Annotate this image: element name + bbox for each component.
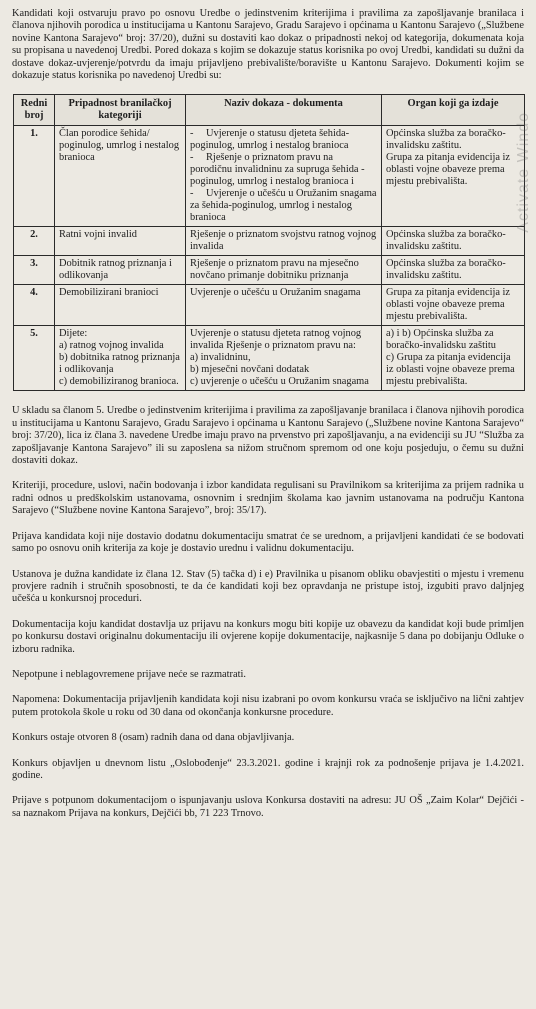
table-row (14, 285, 525, 326)
documents-table (13, 94, 525, 391)
row-category: Ratni vojni invalid (55, 227, 186, 256)
document-item: - Uvjerenje o učešću u Oružanim snagama za šehida-poginulog, umrlog i nestalog branioca (190, 188, 377, 224)
paragraph-address: Prijave s potpunom dokumentacijom o ispunjavanju uslova Konkursa dostaviti na adresu: JU OŠ „Zaim Kolar“ Dejčići - sa naznakom Prijava na konkurs, Dejčići bb, 71 223 Trnovo. (12, 795, 524, 819)
header-organ: Organ koji ga izdaje (382, 95, 525, 126)
row-category: Dobitnik ratnog priznanja i odlikovanja (55, 256, 186, 285)
table-row (14, 227, 525, 256)
paragraph-note: Napomena: Dokumentacija prijavljenih kandidata koji nisu izabrani po ovom konkursu vraća se isključivo na lični zahtjev putem protokola škole u roku od 30 dana od okončanja konkursne procedure. (12, 694, 524, 718)
category-item: a) ratnog vojnog invalida (59, 340, 164, 352)
row-category (55, 326, 186, 391)
row-organ (382, 326, 525, 391)
row-organ (382, 126, 525, 227)
row-document (186, 326, 382, 391)
document-item: b) mjesečni novčani dodatak (190, 364, 310, 376)
paragraph-notification: Ustanova je dužna kandidate iz člana 12. Stav (5) tačka d) i e) Pravilnika u pisanom obliku obavjestiti o mjestu i vremenu provjere radnih i stručnih sposobnosti, te da će kandidati koji bez opravdanja ne pristupe istoj, izgubiti pravo daljnjeg učešća u konkursnoj proceduri. (12, 568, 524, 605)
category-item: b) dobitnika ratnog priznanja i odlikovanja (59, 352, 180, 376)
header-category: Pripadnost branilačkoj kategoriji (55, 95, 186, 126)
paragraph-article-5: U skladu sa članom 5. Uredbe o jedinstvenim kriterijima i pravilima za zapošljavanje branilaca i članova njihovih porodica u institucijama u Kantonu Sarajevo, Gradu Sarajevo i općinama u Kantonu Sarajevo („Službene novine Kantona Sarajevo“ broj: 37/20), lica iz člana 3. navedene Uredbe imaju pravo na prvenstvo pri zapošljavanju, a na evidenciji su JU “Služba za zapošljavanje Kantona Sarajevo” ili su zaposlena sa nižom stručnom spremom od one koju posjeduju, o čemu su dužni dostaviti dokaz. (12, 405, 524, 467)
table-row (14, 256, 525, 285)
header-document: Naziv dokaza - dokumenta (186, 95, 382, 126)
paragraph-open-period: Konkurs ostaje otvoren 8 (osam) radnih dana od dana objavljivanja. (12, 732, 295, 744)
organ-item: Grupa za pitanja evidencija iz oblasti vojne obaveze prema mjestu prebivališta. (386, 152, 511, 188)
document-item: - Rješenje o priznatom pravu na porodičnu invalidninu za supruga šehida - poginulog, umrlog i nestalog branioca i (190, 152, 365, 188)
organ-item: a) i b) Općinska služba za boračko-invalidsku zaštitu (386, 328, 496, 352)
paragraph-incomplete: Nepotpune i neblagovremene prijave neće se razmatrati. (12, 668, 246, 680)
row-organ: Općinska služba za boračko-invalidsku zaštitu. (382, 227, 525, 256)
header-num: Redni broj (14, 95, 55, 126)
row-category: Član porodice šehida/ poginulog, umrlog i nestalog branioca (55, 126, 186, 227)
table-header-row (14, 95, 525, 126)
intro-paragraph: Kandidati koji ostvaruju pravo po osnovu Uredbe o jedinstvenim kriterijima i pravilima za zapošljavanje branilaca i članova njihovih porodica u institucijama u Kantonu Sarajevo, Gradu Sarajevo i općinama u Kantonu Sarajevo („Službene novine Kantona Sarajevo“ broj: 37/20), dužni su dostaviti kao dokaz o pripadnosti nekoj od kategorija, dokumenata koja su propisana u navedenoj Uredbi. Pored dokaza s kojim se dokazuje status korisnika po ovoj Uredbi, kandidati su dužni da dostave dokaz-uvjerenje/potvrdu da imaju prijavljeno prebivalište/boravište u Kantonu Sarajevo. Dokumenti kojim se dokazuje status korisnika po navedenoj Uredbi su: (12, 8, 524, 82)
table-row (14, 126, 525, 227)
row-number: 1. (14, 126, 55, 227)
activation-watermark: Activate Windo (515, 112, 532, 233)
category-item: Dijete: (59, 328, 88, 340)
row-category: Demobilizirani branioci (55, 285, 186, 326)
organ-item: Općinska služba za boračko-invalidsku zaštitu. (386, 128, 506, 152)
document-item: a) invalidninu, (190, 352, 251, 364)
row-document (186, 126, 382, 227)
row-number: 4. (14, 285, 55, 326)
document-item: Uvjerenje o statusu djeteta ratnog vojnog invalida Rješenje o priznatom pravu na: (190, 328, 362, 352)
row-organ: Grupa za pitanja evidencija iz oblasti vojne obaveze prema mjestu prebivališta. (382, 285, 525, 326)
row-number: 3. (14, 256, 55, 285)
paragraph-copies: Dokumentacija koju kandidat dostavlja uz prijavu na konkurs mogu biti kopije uz obavezu da kandidat koji bude primljen po konkursu dostavi originalnu dokumentaciju ili ovjerene kopije dokumentacije, najkasnije 5 dana po dobijanju Odluke o izboru radnika. (12, 618, 524, 655)
row-document: Rješenje o priznatom pravu na mjesečno novčano primanje dobitniku priznanja (186, 256, 382, 285)
table-row (14, 326, 525, 391)
row-document: Rješenje o priznatom svojstvu ratnog vojnog invalida (186, 227, 382, 256)
paragraph-published: Konkurs objavljen u dnevnom listu „Oslobođenje“ 23.3.2021. godine i krajnji rok za podnošenje prijava je 1.4.2021. godine. (12, 757, 524, 781)
category-item: c) demobiliziranog branioca. (59, 376, 179, 388)
row-organ: Općinska služba za boračko-invalidsku zaštitu. (382, 256, 525, 285)
document-item: c) uvjerenje o učešću u Oružanim snagama (190, 376, 369, 388)
paragraph-criteria: Kriteriji, procedure, uslovi, način bodovanja i izbor kandidata regulisani su Pravilnikom sa kriterijima za prijem radnika u radni odnos u predškolskim ustanovama, osnovnim i srednjim školama kao javnim ustanovama na području Kantona Sarajevo (“Službene novine Kantona Sarajevo”, broj: 35/17). (12, 480, 524, 517)
document-item: - Uvjerenje o statusu djeteta šehida-poginulog, umrlog i nestalog branioca (190, 128, 350, 152)
row-number: 2. (14, 227, 55, 256)
row-number: 5. (14, 326, 55, 391)
row-document: Uvjerenje o učešću u Oružanim snagama (186, 285, 382, 326)
organ-item: c) Grupa za pitanja evidencija iz oblasti vojne obaveze prema mjestu prebivališta. (386, 352, 515, 388)
paragraph-additional-docs: Prijava kandidata koji nije dostavio dodatnu dokumentaciju smatrat će se urednom, a prijavljeni kandidati će se bodovati samo po osnovu onih kriterija za koje je dostavio urednu i validnu dokumentaciju. (12, 530, 524, 555)
